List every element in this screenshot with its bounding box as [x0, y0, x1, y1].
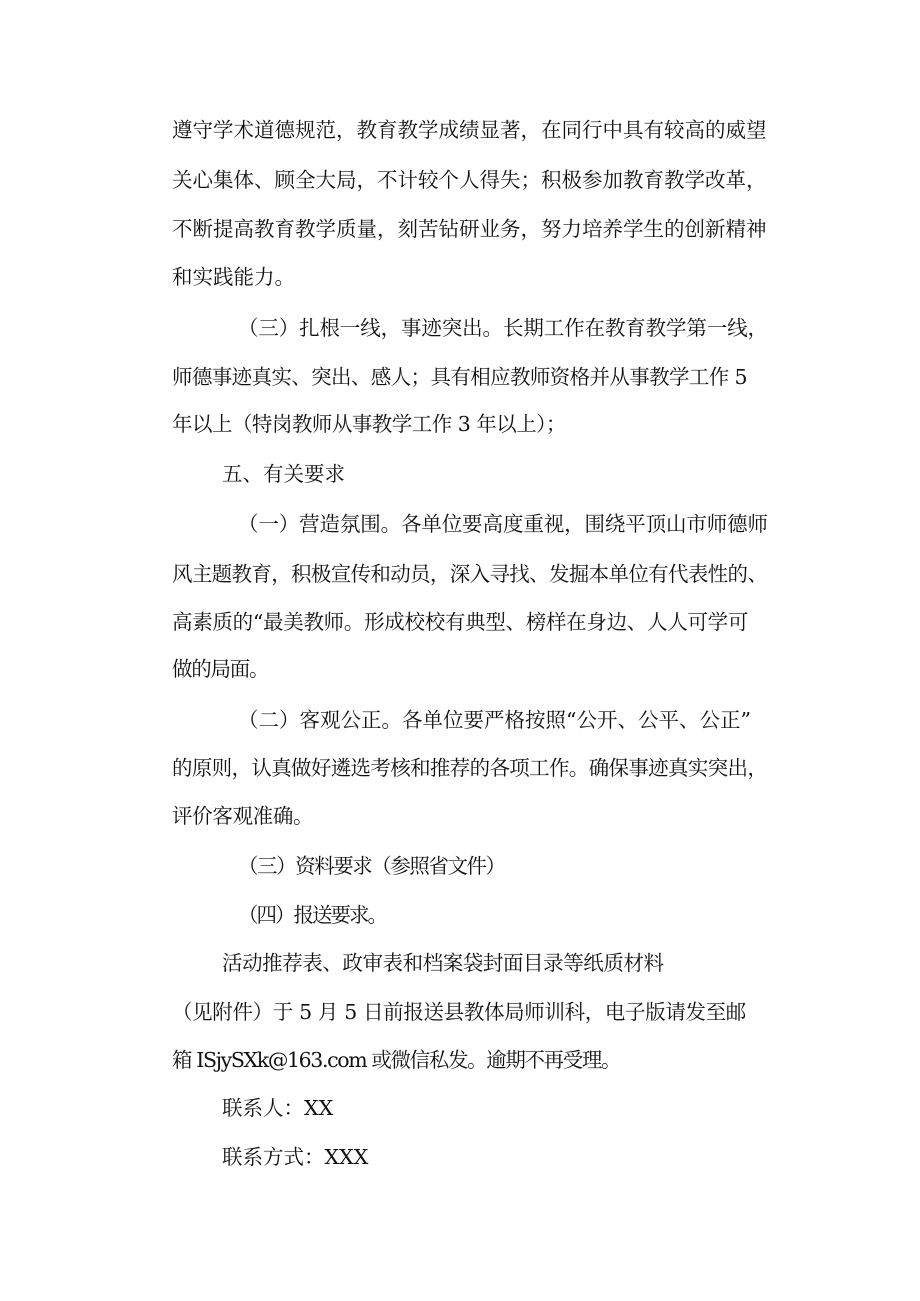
contact-person: 联系人：XX	[222, 1096, 334, 1120]
text-line: 师德事迹真实、突出、感人；具有相应教师资格并从事教学工作 5	[172, 365, 747, 389]
text-line: （一）营造氛围。各单位要高度重视，围绕平顶山市师德师	[238, 512, 768, 536]
text-line: 风主题教育，积极宣传和动员，深入寻找、发掘本单位有代表性的、	[172, 562, 768, 586]
text-line: （二）客观公正。各单位要严格按照“公开、公平、公正”	[238, 708, 751, 732]
contact-method: 联系方式：XXX	[222, 1145, 369, 1169]
text-line: 做的局面。	[172, 657, 269, 681]
text-line: 评价客观准确。	[172, 804, 314, 828]
text-line: （三）扎根一线，事迹突出。长期工作在教育教学第一线，	[238, 316, 768, 340]
text-line: 的原则，认真做好遴选考核和推荐的各项工作。确保事迹真实突出，	[172, 756, 768, 780]
text-line: 高素质的“最美教师。形成校校有典型、榜样在身边、人人可学可	[172, 610, 749, 634]
text-line: 年以上（特岗教师从事教学工作 3 年以上）；	[172, 412, 566, 436]
text-line: 遵守学术道德规范，教育教学成绩显著，在同行中具有较高的威望	[172, 118, 767, 142]
text-line: 不断提高教育教学质量，刻苦钻研业务，努力培养学生的创新精神	[172, 217, 767, 241]
text-line: （三）资料要求（参照省文件）	[238, 854, 505, 878]
text-line: （见附件）于 5 月 5 日前报送县教体局师训科，电子版请发至邮	[172, 1000, 746, 1024]
text-line: 活动推荐表、政审表和档案袋封面目录等纸质材料	[222, 951, 664, 975]
text-line: （四）报送要求。	[238, 903, 386, 927]
text-line: 关心集体、顾全大局，不计较个人得失；积极参加教育教学改革，	[172, 168, 767, 192]
text-line: 和实践能力。	[172, 265, 295, 289]
section-heading: 五、有关要求	[222, 462, 345, 486]
text-line: 箱 ISjySXk@163.com 或微信私发。逾期不再受理。	[172, 1048, 621, 1072]
